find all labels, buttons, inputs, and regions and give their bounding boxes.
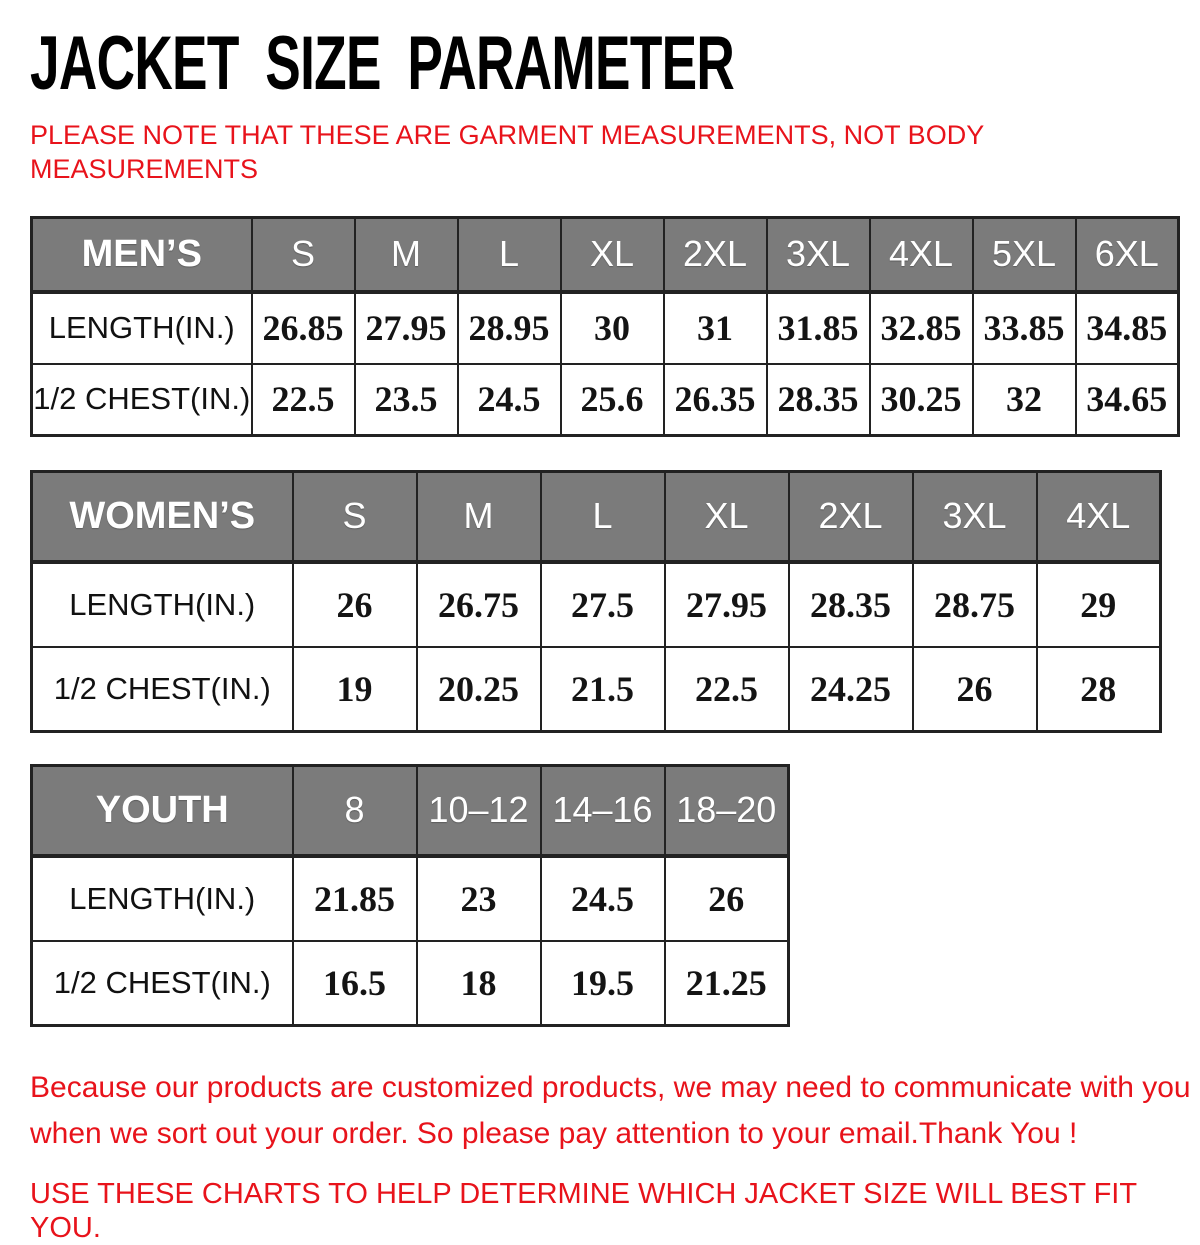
youth-value-cell: 23 xyxy=(417,856,541,941)
youth-row-label: 1/2 CHEST(IN.) xyxy=(32,941,293,1026)
mens-size-header: M xyxy=(355,218,458,292)
mens-value-cell: 25.6 xyxy=(561,364,664,436)
youth-size-header: 14–16 xyxy=(541,766,665,856)
womens-value-cell: 26 xyxy=(913,647,1037,732)
custom-order-notice xyxy=(30,1065,1200,1157)
page-title: JACKET SIZE PARAMETER xyxy=(30,21,735,106)
womens-row-label: 1/2 CHEST(IN.) xyxy=(32,647,293,732)
mens-value-cell: 24.5 xyxy=(458,364,561,436)
mens-value-cell: 31 xyxy=(664,292,767,364)
womens-value-cell: 27.5 xyxy=(541,562,665,647)
youth-size-header: 18–20 xyxy=(665,766,789,856)
mens-size-header: L xyxy=(458,218,561,292)
womens-value-cell: 27.95 xyxy=(665,562,789,647)
mens-size-header: 2XL xyxy=(664,218,767,292)
mens-row-label: LENGTH(IN.) xyxy=(32,292,252,364)
womens-size-header: XL xyxy=(665,472,789,562)
mens-value-cell: 28.35 xyxy=(767,364,870,436)
mens-value-cell: 23.5 xyxy=(355,364,458,436)
womens-size-header: L xyxy=(541,472,665,562)
womens-size-header: M xyxy=(417,472,541,562)
youth-value-cell: 21.85 xyxy=(293,856,417,941)
mens-value-cell: 22.5 xyxy=(252,364,355,436)
note-line-1: PLEASE NOTE THAT THESE ARE GARMENT MEASUREMENTS, NOT BODY xyxy=(30,120,985,150)
womens-value-cell: 29 xyxy=(1037,562,1161,647)
mens-size-header: 3XL xyxy=(767,218,870,292)
mens-value-cell: 30 xyxy=(561,292,664,364)
youth-value-cell: 21.25 xyxy=(665,941,789,1026)
mens-value-cell: 34.85 xyxy=(1076,292,1179,364)
chart-usage-instruction: USE THESE CHARTS TO HELP DETERMINE WHICH JACKET SIZE WILL BEST FIT YOU. xyxy=(30,1178,1137,1244)
womens-size-table xyxy=(30,470,1162,733)
womens-value-cell: 26 xyxy=(293,562,417,647)
womens-size-header: S xyxy=(293,472,417,562)
youth-table-title: YOUTH xyxy=(32,766,293,856)
mens-value-cell: 34.65 xyxy=(1076,364,1179,436)
mens-value-cell: 28.95 xyxy=(458,292,561,364)
youth-size-header: 8 xyxy=(293,766,417,856)
mens-row-label: 1/2 CHEST(IN.) xyxy=(32,364,252,436)
youth-value-cell: 16.5 xyxy=(293,941,417,1026)
womens-value-cell: 19 xyxy=(293,647,417,732)
womens-row-label: LENGTH(IN.) xyxy=(32,562,293,647)
garment-measurement-note xyxy=(30,118,1200,186)
youth-value-cell: 24.5 xyxy=(541,856,665,941)
womens-size-header: 4XL xyxy=(1037,472,1161,562)
mens-value-cell: 33.85 xyxy=(973,292,1076,364)
mens-size-header: XL xyxy=(561,218,664,292)
mens-value-cell: 32 xyxy=(973,364,1076,436)
youth-value-cell: 26 xyxy=(665,856,789,941)
mens-size-header: 6XL xyxy=(1076,218,1179,292)
mens-table-title: MEN’S xyxy=(32,218,252,292)
youth-size-header: 10–12 xyxy=(417,766,541,856)
youth-value-cell: 19.5 xyxy=(541,941,665,1026)
womens-value-cell: 28.75 xyxy=(913,562,1037,647)
notice-line-1: Because our products are customized products, we may need to communicate with you xyxy=(30,1071,1191,1104)
womens-value-cell: 28.35 xyxy=(789,562,913,647)
womens-value-cell: 26.75 xyxy=(417,562,541,647)
womens-value-cell: 28 xyxy=(1037,647,1161,732)
mens-size-header: 4XL xyxy=(870,218,973,292)
mens-value-cell: 27.95 xyxy=(355,292,458,364)
mens-value-cell: 32.85 xyxy=(870,292,973,364)
mens-size-table xyxy=(30,216,1180,437)
youth-value-cell: 18 xyxy=(417,941,541,1026)
womens-value-cell: 20.25 xyxy=(417,647,541,732)
mens-value-cell: 26.85 xyxy=(252,292,355,364)
womens-size-header: 3XL xyxy=(913,472,1037,562)
youth-size-table xyxy=(30,764,790,1027)
youth-row-label: LENGTH(IN.) xyxy=(32,856,293,941)
mens-value-cell: 26.35 xyxy=(664,364,767,436)
womens-value-cell: 22.5 xyxy=(665,647,789,732)
mens-value-cell: 30.25 xyxy=(870,364,973,436)
womens-value-cell: 24.25 xyxy=(789,647,913,732)
notice-line-2: when we sort out your order. So please pay attention to your email.Thank You ! xyxy=(30,1117,1078,1150)
mens-size-header: 5XL xyxy=(973,218,1076,292)
mens-value-cell: 31.85 xyxy=(767,292,870,364)
mens-size-header: S xyxy=(252,218,355,292)
womens-table-title: WOMEN’S xyxy=(32,472,293,562)
womens-size-header: 2XL xyxy=(789,472,913,562)
womens-value-cell: 21.5 xyxy=(541,647,665,732)
note-line-2: MEASUREMENTS xyxy=(30,154,259,184)
